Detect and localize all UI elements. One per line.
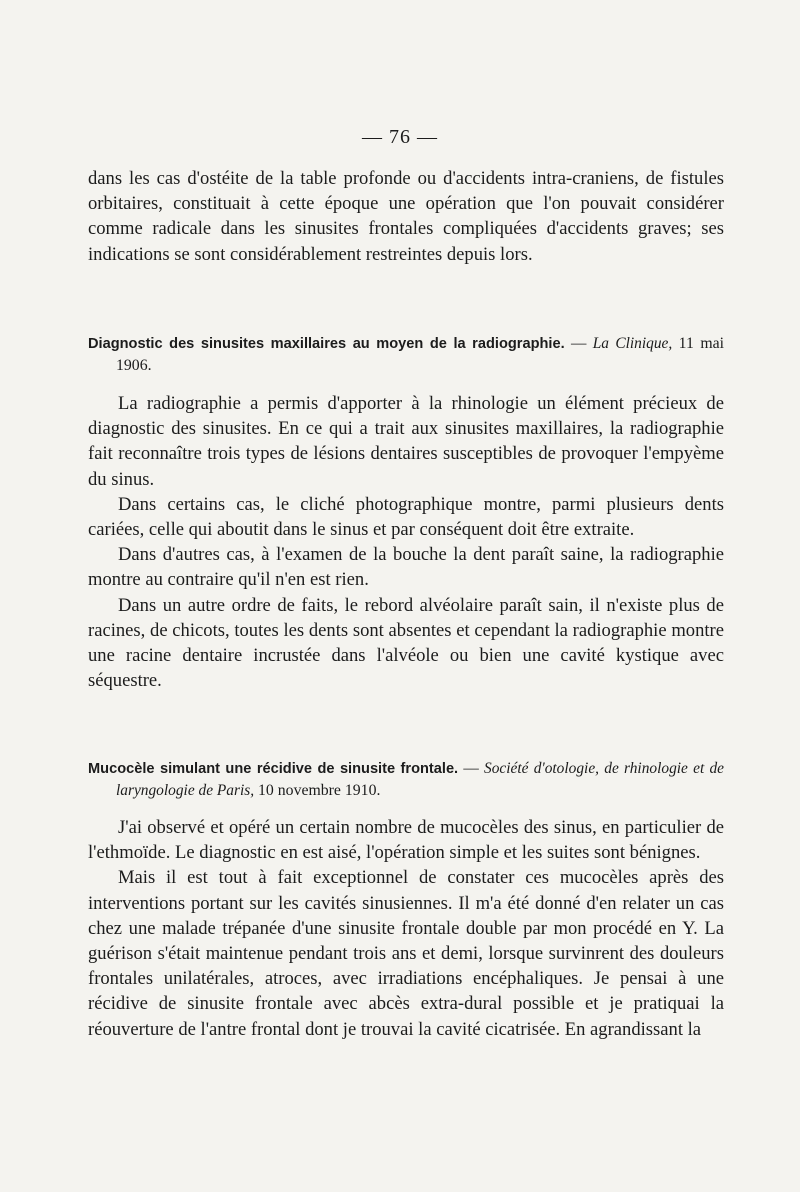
section-mucocele-body	[88, 815, 724, 1042]
body-paragraph: Dans d'autres cas, à l'examen de la bouche la dent paraît saine, la radiographie montre au contraire qu'il n'en est rien.	[88, 544, 724, 591]
body-paragraph: Dans un autre ordre de faits, le rebord alvéolaire paraît sain, il n'existe plus de racines, de chicots, toutes les dents sont absentes et cependant la radiographie montre une racine dentaire incrustée dans l'alvéole ou bien une cavité kystique avec séquestre.	[88, 594, 724, 692]
section-heading	[88, 758, 724, 801]
intro-text-block	[88, 166, 724, 267]
section-date: 11 mai 1906.	[116, 335, 725, 374]
heading-dash: —	[458, 760, 485, 777]
body-paragraph: Mais il est tout à fait exceptionnel de constater ces mucocèles après des interventions portant sur les cavités sinusiennes. Il m'a été donné d'en relater un cas chez une malade trépanée d'une sinusite frontale double par mon procédé en Y. La guérison s'était maintenue pendant trois ans et demi, lorsque survinrent des douleurs frontales unilatérales, atroces, avec irradiations encéphaliques. Je pensai à une récidive de sinusite frontale avec abcès extra-dural possible et je pratiquai la réouverture de l'antre frontal dont je trouvai la cavité cicatrisée. En agrandissant la	[88, 867, 724, 1040]
section-title: Diagnostic des sinusites maxillaires au moyen de la radiographie.	[88, 336, 565, 352]
section-date: 10 novembre 1910.	[254, 782, 381, 799]
section-diagnostic-body	[88, 391, 724, 693]
section-diagnostic-heading	[88, 333, 724, 376]
page-number: — 76 —	[362, 126, 438, 148]
section-source: La Clinique,	[592, 335, 673, 352]
section-mucocele-heading	[88, 758, 724, 801]
section-title: Mucocèle simulant une récidive de sinusite frontale.	[88, 761, 459, 777]
section-source: Société d'otologie, de rhinologie et de laryngologie de Paris,	[116, 760, 725, 799]
intro-paragraph: dans les cas d'ostéite de la table profonde ou d'accidents intra-craniens, de fistules orbitaires, constituait à cette époque une opération que l'on pouvait considérer comme radicale dans les sinusites frontales compliquées d'accidents graves; ses indications se sont considérablement restreintes depuis lors.	[88, 168, 724, 265]
section-heading	[88, 333, 724, 376]
body-paragraph: La radiographie a permis d'apporter à la rhinologie un élément précieux de diagnostic des sinusites. En ce qui a trait aux sinusites maxillaires, la radiographie fait reconnaître trois types de lésions dentaires susceptibles de provoquer l'empyème du sinus.	[88, 393, 724, 490]
heading-dash: —	[564, 335, 593, 352]
body-paragraph: Dans certains cas, le cliché photographique montre, parmi plusieurs dents cariées, celle qui aboutit dans le sinus et par conséquent doit être extraite.	[88, 493, 724, 541]
body-paragraph: J'ai observé et opéré un certain nombre de mucocèles des sinus, en particulier de l'ethmoïde. Le diagnostic en est aisé, l'opération simple et les suites sont bénignes.	[88, 817, 724, 864]
